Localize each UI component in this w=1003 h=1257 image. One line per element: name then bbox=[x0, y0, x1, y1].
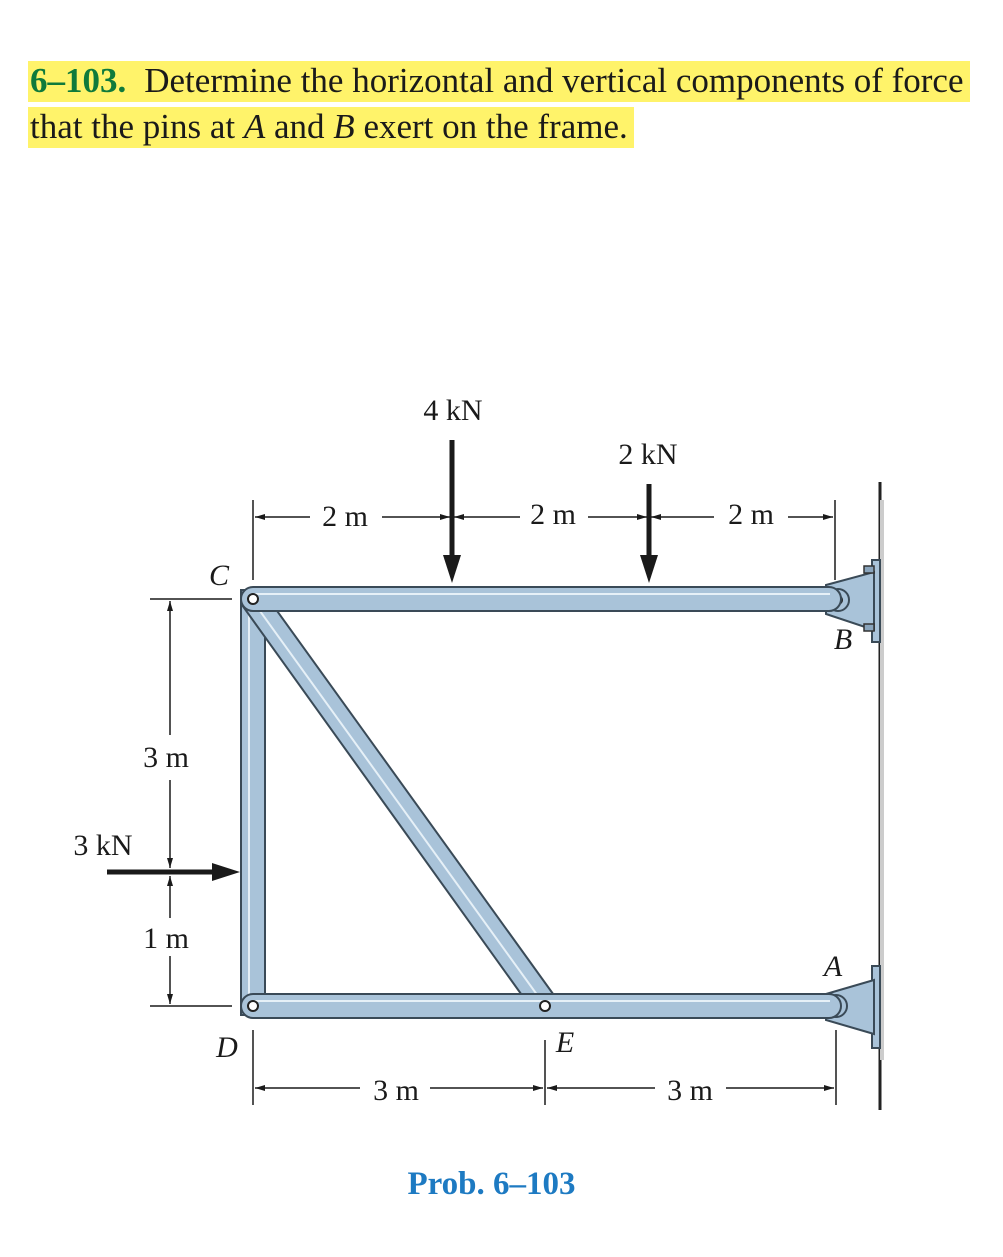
dim-label-top-3: 2 m bbox=[728, 498, 774, 531]
force-label-2kn: 2 kN bbox=[618, 438, 678, 471]
dim-label-top-1: 2 m bbox=[322, 500, 368, 533]
dim-label-bottom-1: 3 m bbox=[373, 1074, 419, 1107]
problem-text-and: and bbox=[265, 107, 334, 146]
point-label-c: C bbox=[208, 559, 230, 592]
dim-label-top-2: 2 m bbox=[530, 498, 576, 531]
force-arrow-2kn bbox=[640, 484, 658, 583]
figure-caption-text: Prob. 6–103 bbox=[407, 1166, 576, 1202]
point-label-a: A bbox=[823, 950, 843, 983]
dim-label-left-upper: 3 m bbox=[143, 741, 189, 774]
force-arrow-3kn bbox=[107, 863, 240, 881]
point-label-d: D bbox=[216, 1031, 238, 1064]
pin-c bbox=[248, 594, 258, 604]
force-label-3kn: 3 kN bbox=[73, 829, 133, 862]
problem-number: 6–103. bbox=[30, 61, 127, 100]
figure-caption bbox=[0, 1166, 1003, 1203]
dim-label-bottom-2: 3 m bbox=[667, 1074, 713, 1107]
member-cb bbox=[241, 587, 841, 611]
force-label-4kn: 4 kN bbox=[423, 394, 483, 427]
pin-e bbox=[540, 1001, 550, 1011]
pin-d bbox=[248, 1001, 258, 1011]
problem-text-end: exert on the frame. bbox=[354, 107, 628, 146]
bottom-dimension-line bbox=[253, 1030, 836, 1105]
point-label-e: E bbox=[555, 1026, 575, 1059]
member-ce bbox=[242, 590, 556, 1012]
problem-point-a: A bbox=[243, 107, 266, 146]
problem-text-1: Determine the horizontal and vertical components of force that the pins at bbox=[30, 61, 964, 146]
force-arrow-4kn bbox=[443, 440, 461, 583]
member-cd bbox=[241, 590, 265, 1015]
point-label-b: B bbox=[833, 623, 853, 656]
dim-label-left-lower: 1 m bbox=[143, 922, 189, 955]
problem-point-b: B bbox=[333, 107, 355, 146]
